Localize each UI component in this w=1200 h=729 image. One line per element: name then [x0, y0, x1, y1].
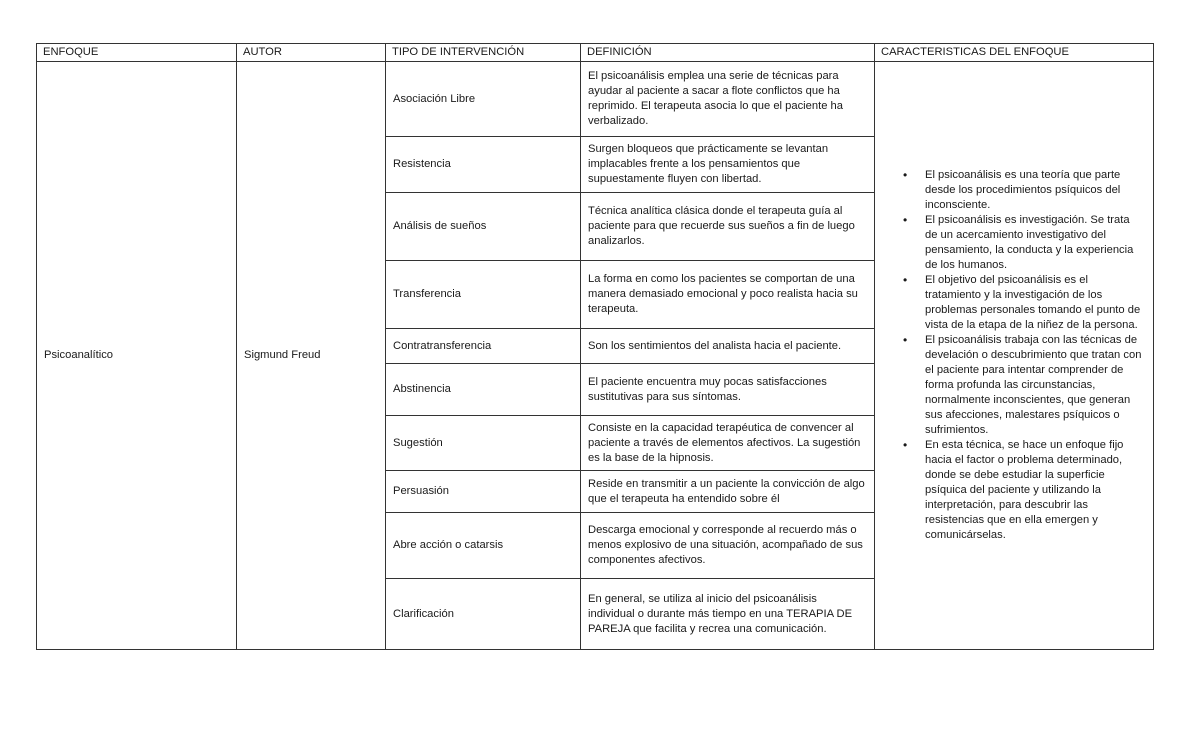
header-tipo: TIPO DE INTERVENCIÓN: [386, 44, 581, 62]
tipo-cell: Resistencia: [386, 137, 581, 193]
autor-cell: Sigmund Freud: [237, 62, 386, 650]
tipo-cell: Sugestión: [386, 416, 581, 471]
definicion-cell: El paciente encuentra muy pocas satisfacciones sustitutivas para sus síntomas.: [581, 364, 875, 416]
bullet-icon: •: [903, 168, 908, 182]
definicion-cell: El psicoanálisis emplea una serie de técnicas para ayudar al paciente a sacar a flote conflictos que ha reprimido. El terapeuta asocia lo que el paciente ha verbalizado.: [581, 62, 875, 137]
definicion-cell: Descarga emocional y corresponde al recuerdo más o menos explosivo de una situación, acompañado de sus componentes afectivos.: [581, 513, 875, 579]
tipo-cell: Clarificación: [386, 579, 581, 650]
tipo-cell: Transferencia: [386, 261, 581, 329]
definicion-cell: Surgen bloqueos que prácticamente se levantan implacables frente a los pensamientos que supuestamente fluyen con libertad.: [581, 137, 875, 193]
definicion-cell: Son los sentimientos del analista hacia el paciente.: [581, 329, 875, 364]
bullet-icon: •: [903, 273, 908, 287]
list-item: • El psicoanálisis es investigación. Se trata de un acercamiento investigativo del pensamiento, la conducta y la experiencia de los humanos.: [903, 213, 1134, 271]
tipo-cell: Asociación Libre: [386, 62, 581, 137]
list-item: • El objetivo del psicoanálisis es el tratamiento y la investigación de los problemas personales tomando el punto de vista de la etapa de la niñez de la persona.: [903, 273, 1141, 331]
tipo-cell: Contratransferencia: [386, 329, 581, 364]
definicion-cell: Reside en transmitir a un paciente la convicción de algo que el terapeuta ha entendido sobre él: [581, 471, 875, 513]
header-caracteristicas: CARACTERISTICAS DEL ENFOQUE: [875, 44, 1154, 62]
tipo-cell: Abre acción o catarsis: [386, 513, 581, 579]
caracteristicas-cell: [875, 62, 1154, 650]
bullet-icon: •: [903, 213, 908, 227]
header-row: [37, 44, 1154, 62]
definicion-cell: La forma en como los pacientes se comportan de una manera demasiado emocional y poco realista hacia su terapeuta.: [581, 261, 875, 329]
bullet-icon: •: [903, 333, 908, 347]
enfoque-cell: Psicoanalítico: [37, 62, 237, 650]
document-page: [36, 43, 1153, 650]
definicion-cell: En general, se utiliza al inicio del psicoanálisis individual o durante más tiempo en una TERAPIA DE PAREJA que facilita y recrea una comunicación.: [581, 579, 875, 650]
table-row: [37, 62, 1154, 137]
tipo-cell: Abstinencia: [386, 364, 581, 416]
bullet-icon: •: [903, 438, 908, 452]
tipo-cell: Análisis de sueños: [386, 193, 581, 261]
header-autor: AUTOR: [237, 44, 386, 62]
list-item: • En esta técnica, se hace un enfoque fijo hacia el factor o problema determinado, donde se debe estudiar la superficie psíquica del paciente y utilizando la interpretación, para descubrir las resistencias que en ella emergen y comunicárselas.: [903, 438, 1124, 541]
header-definicion: DEFINICIÓN: [581, 44, 875, 62]
list-item: • El psicoanálisis es una teoría que parte desde los procedimientos psíquicos del inconsciente.: [903, 168, 1121, 211]
characteristics-list: [889, 168, 1143, 543]
list-item: • El psicoanálisis trabaja con las técnicas de develación o descubrimiento que tratan con el paciente para intentar comprender de forma profunda las circunstancias, normalmente inconscientes, que generan sus afecciones, malestares psíquicos o sufrimientos.: [903, 333, 1142, 436]
psychoanalysis-table: [36, 43, 1154, 650]
header-enfoque: ENFOQUE: [37, 44, 237, 62]
definicion-cell: Técnica analítica clásica donde el terapeuta guía al paciente para que recuerde sus sueños a fin de luego analizarlos.: [581, 193, 875, 261]
definicion-cell: Consiste en la capacidad terapéutica de convencer al paciente a través de elementos afectivos. La sugestión es la base de la hipnosis.: [581, 416, 875, 471]
tipo-cell: Persuasión: [386, 471, 581, 513]
